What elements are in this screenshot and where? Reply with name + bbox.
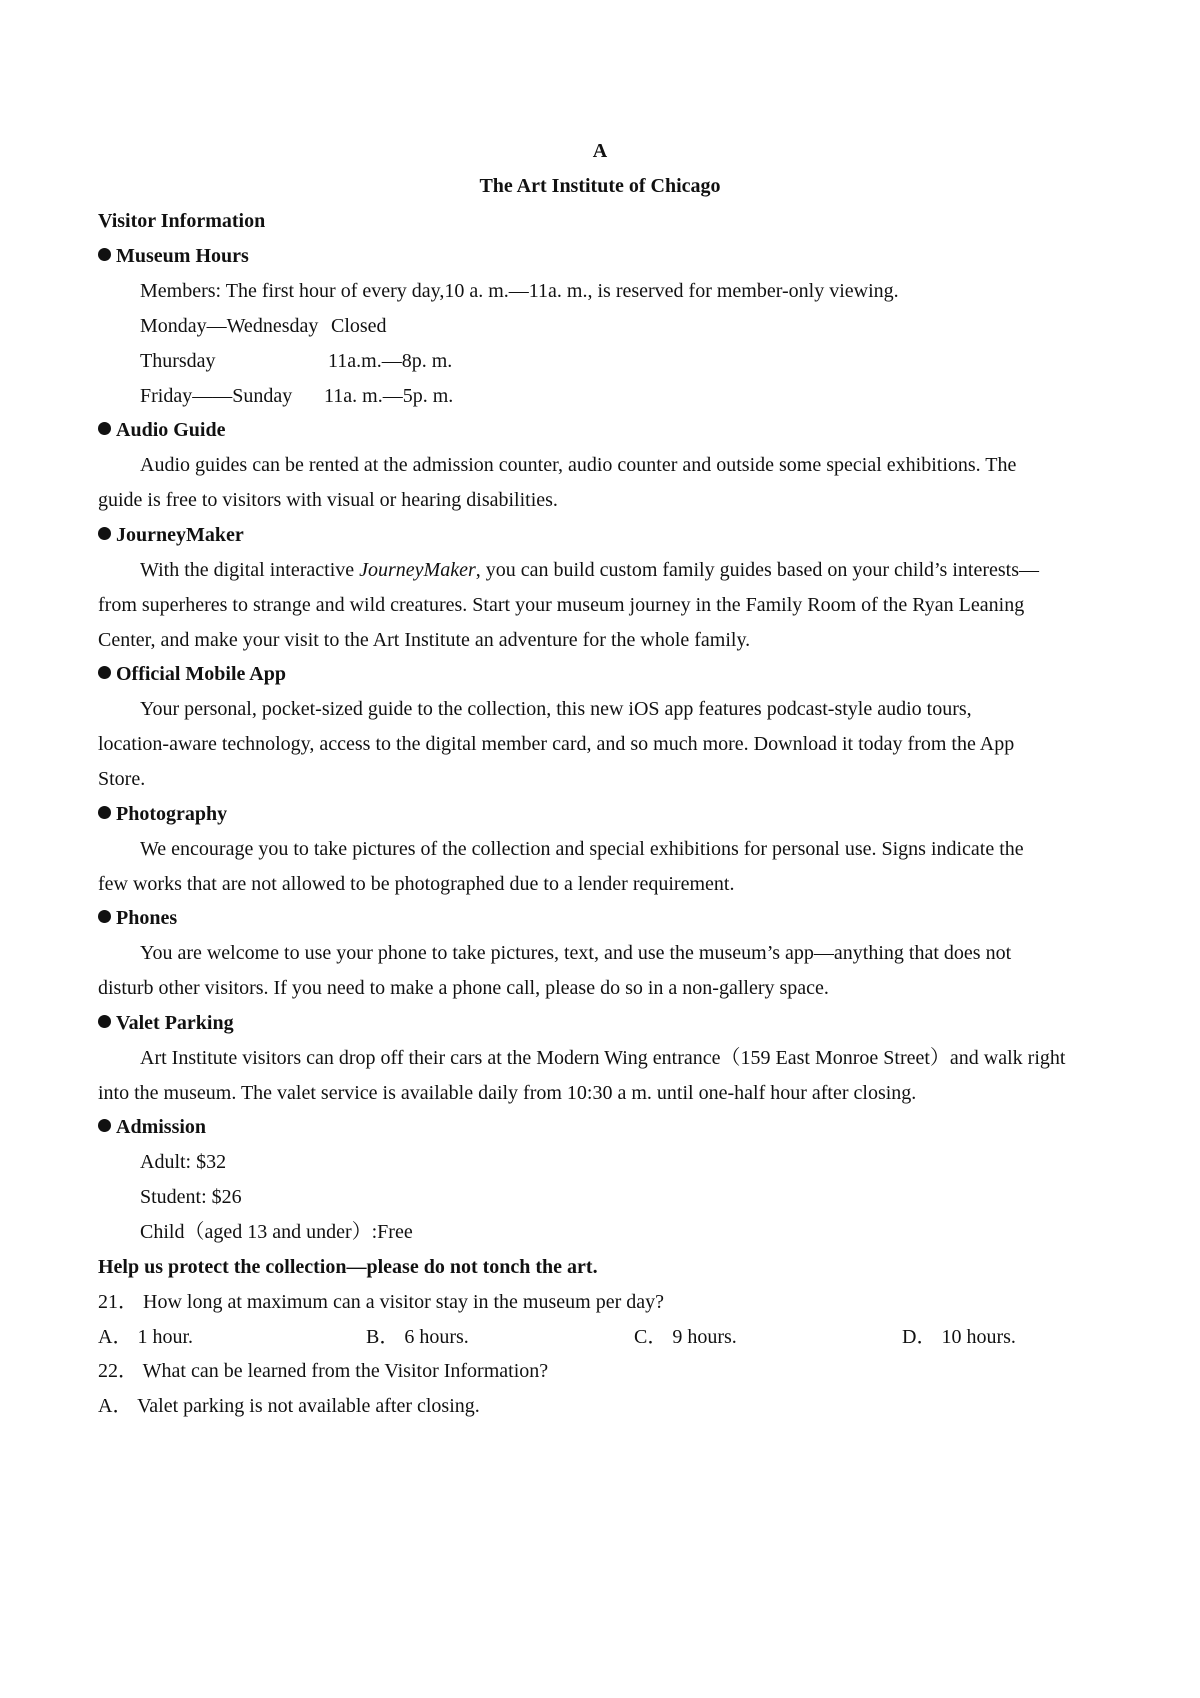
question-stem: 22． What can be learned from the Visitor Information? — [98, 1360, 549, 1382]
hours-row-days: Monday—Wednesday — [140, 315, 319, 337]
paragraph-line: location-aware technology, access to the digital member card, and so much more. Download it today from the App — [98, 733, 1015, 755]
paragraph-line: Center, and make your visit to the Art Institute an adventure for the whole family. — [98, 629, 751, 651]
section-letter: A — [592, 140, 608, 162]
bullet-icon — [98, 422, 111, 435]
bullet-icon — [98, 806, 111, 819]
bullet-icon — [98, 248, 111, 261]
paragraph-line: Audio guides can be rented at the admission counter, audio counter and outside some special exhibitions. The — [140, 454, 1017, 476]
paragraph-line: disturb other visitors. If you need to make a phone call, please do so in a non-gallery space. — [98, 977, 829, 999]
paragraph-line: With the digital interactive JourneyMaker, you can build custom family guides based on your child’s interests— — [140, 559, 1039, 581]
answer-option[interactable]: A． Valet parking is not available after closing. — [98, 1395, 480, 1417]
museum-hours-heading: Museum Hours — [98, 244, 249, 268]
closing-note: Help us protect the collection—please do not tonch the art. — [98, 1256, 598, 1278]
paragraph-line: from superheres to strange and wild creatures. Start your museum journey in the Family Room of the Ryan Leaning — [98, 594, 1025, 616]
page-title: The Art Institute of Chicago — [479, 175, 721, 197]
visitor-info-label: Visitor Information — [98, 210, 266, 232]
phones-heading: Phones — [98, 906, 177, 930]
answer-option[interactable]: A． 1 hour. — [98, 1326, 193, 1348]
answer-option[interactable]: B． 6 hours. — [366, 1326, 469, 1348]
paragraph-line: Your personal, pocket-sized guide to the collection, this new iOS app features podcast-style audio tours, — [140, 698, 972, 720]
journeymaker-heading: JourneyMaker — [98, 523, 244, 547]
answer-option[interactable]: C． 9 hours. — [634, 1326, 737, 1348]
journeymaker-italic: JourneyMaker — [359, 559, 476, 581]
bullet-icon — [98, 1015, 111, 1028]
admission-heading: Admission — [98, 1115, 206, 1139]
bullet-icon — [98, 1119, 111, 1132]
bullet-icon — [98, 910, 111, 923]
paragraph-line: guide is free to visitors with visual or hearing disabilities. — [98, 489, 558, 511]
hours-row-time: 11a. m.—5p. m. — [324, 385, 454, 407]
photography-heading: Photography — [98, 802, 227, 826]
bullet-icon — [98, 666, 111, 679]
question-stem: 21． How long at maximum can a visitor stay in the museum per day? — [98, 1291, 664, 1313]
answer-option[interactable]: D． 10 hours. — [902, 1326, 1016, 1348]
admission-item: Student: $26 — [140, 1186, 242, 1208]
bullet-icon — [98, 527, 111, 540]
paragraph-line: into the museum. The valet service is available daily from 10:30 a m. until one-half hour after closing. — [98, 1082, 917, 1104]
paragraph-line: We encourage you to take pictures of the collection and special exhibitions for personal use. Signs indicate the — [140, 838, 1024, 860]
admission-item: Child（aged 13 and under）:Free — [140, 1221, 413, 1243]
members-note: Members: The first hour of every day,10 a. m.—11a. m., is reserved for member-only viewing. — [140, 280, 899, 302]
hours-row-time: Closed — [331, 315, 387, 337]
mobile-app-heading: Official Mobile App — [98, 662, 286, 686]
paragraph-line: few works that are not allowed to be photographed due to a lender requirement. — [98, 873, 735, 895]
hours-row-time: 11a.m.—8p. m. — [328, 350, 453, 372]
paragraph-line: You are welcome to use your phone to take pictures, text, and use the museum’s app—anything that does not — [140, 942, 1012, 964]
audio-guide-heading: Audio Guide — [98, 418, 225, 442]
hours-row-days: Thursday — [140, 350, 216, 372]
paragraph-line: Art Institute visitors can drop off their cars at the Modern Wing entrance（159 East Monroe Street）and walk right — [140, 1047, 1066, 1069]
admission-item: Adult: $32 — [140, 1151, 227, 1173]
paragraph-line: Store. — [98, 768, 146, 790]
hours-row-days: Friday——Sunday — [140, 385, 293, 407]
valet-parking-heading: Valet Parking — [98, 1011, 234, 1035]
